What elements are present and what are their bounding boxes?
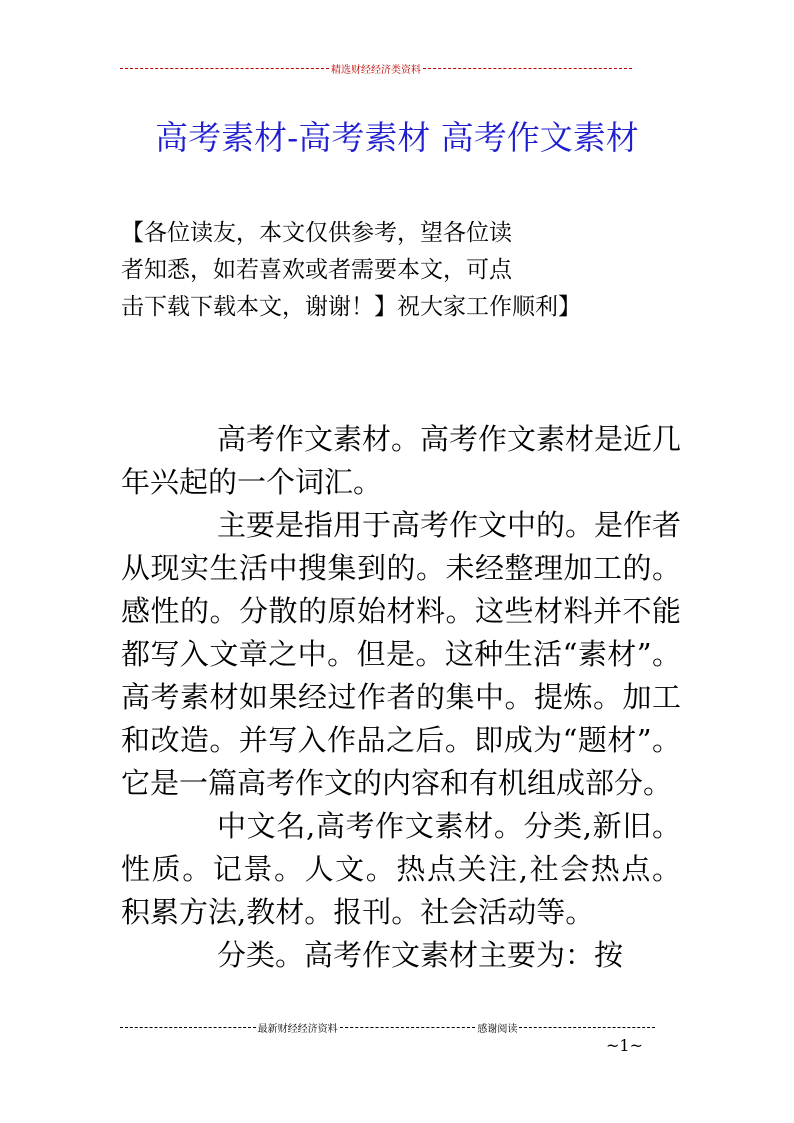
body-text (121, 418, 681, 977)
footer-dash-left (120, 1027, 256, 1028)
footer-right-text: 感谢阅读 (477, 1023, 518, 1035)
notice-block (121, 215, 681, 326)
page-number: ~1~ (606, 1036, 643, 1055)
body-paragraph: 分类。高考作文素材主要为：按 (217, 938, 624, 972)
footer-rule (120, 1018, 655, 1036)
body-paragraph: 中文名,高考作文素材。分类,新旧。性质。记景。人文。热点关注,社会热点。积累方法,教材。报刊。社会活动等。 (121, 809, 681, 929)
body-paragraph: 主要是指用于高考作文中的。是作者从现实生活中搜集到的。未经整理加工的。感性的。分散的原始材料。这些材料并不能都写入文章之中。但是。这种生活“素材”。高考素材如果经过作者的集中。提炼。加工和改造。并写入作品之后。即成为“题材”。它是一篇高考作文的内容和有机组成部分。 (121, 508, 682, 800)
notice-line: 击下载下载本文，谢谢！】祝大家工作顺利】 (121, 294, 581, 320)
notice-line: 【各位读友，本文仅供参考，望各位读 (121, 220, 512, 246)
notice-line: 者知悉，如若喜欢或者需要本文，可点 (121, 257, 512, 283)
footer-dash-middle (340, 1027, 476, 1028)
header-dash-left (120, 68, 329, 69)
document-title: 高考素材-高考素材 高考作文素材 (155, 118, 639, 157)
header-dash-right (423, 68, 632, 69)
header-text: 精选财经经济类资料 (331, 64, 421, 76)
footer-left-text: 最新财经经济资料 (257, 1023, 338, 1035)
footer-dash-right (519, 1027, 655, 1028)
header-rule (120, 58, 632, 78)
body-paragraph: 高考作文素材。高考作文素材是近几年兴起的一个词汇。 (121, 422, 682, 499)
